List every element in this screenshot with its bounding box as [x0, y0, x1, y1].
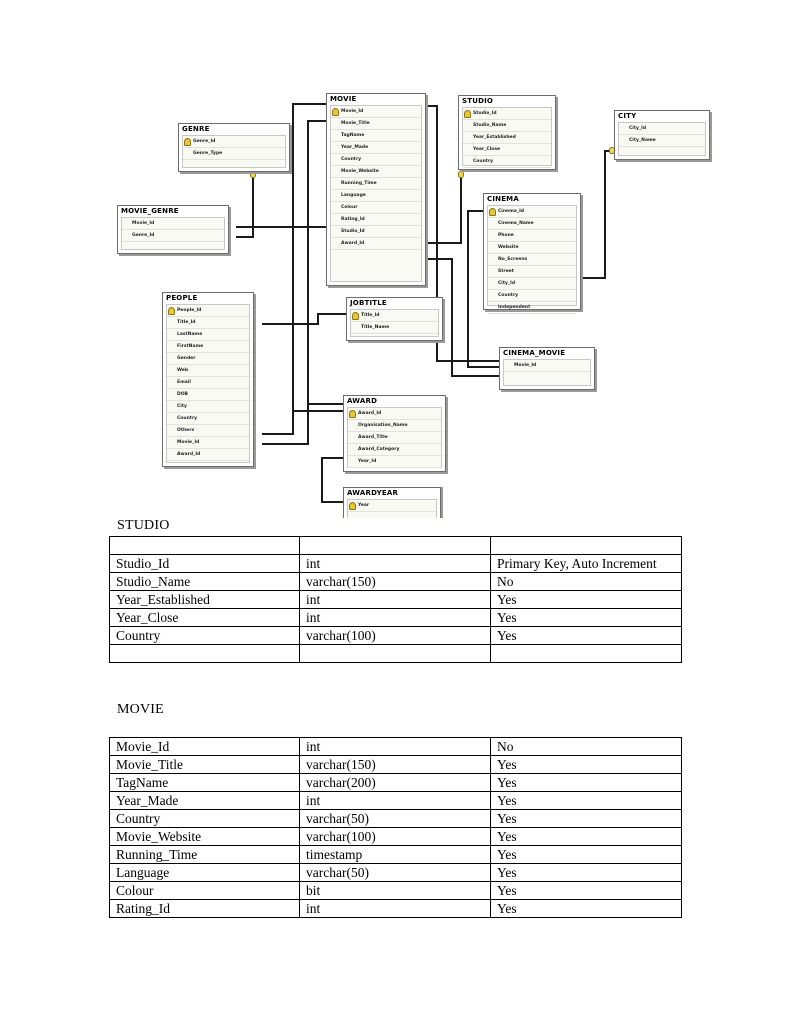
entity-movie: [326, 93, 426, 286]
connector: [292, 103, 328, 105]
table-cell: Studio_Id: [110, 555, 300, 573]
entity-field: City_Id: [498, 281, 516, 286]
primary-key-icon: [332, 108, 339, 116]
connector: [292, 103, 294, 433]
connector: [321, 501, 344, 503]
entity-field: Web: [177, 368, 189, 373]
connector: [236, 236, 254, 238]
entity-field: Colour: [341, 205, 358, 210]
entity-field: Email: [177, 380, 191, 385]
entity-movie-genre: [117, 205, 229, 254]
entity-rows: [350, 309, 439, 337]
entity-row: [331, 154, 421, 166]
connector: [321, 457, 344, 459]
table-cell: Movie_Website: [110, 828, 300, 846]
section-title-movie: MOVIE: [117, 702, 164, 717]
entity-field: Country: [177, 416, 198, 421]
connector: [307, 403, 344, 405]
connector: [236, 226, 328, 228]
entity-row: [488, 278, 576, 290]
entity-field: Street: [498, 269, 514, 274]
entity-field: Year_Made: [341, 145, 369, 150]
table-cell: Yes: [491, 846, 682, 864]
entity-studio: [458, 95, 556, 170]
entity-row: [331, 118, 421, 130]
entity-row: [488, 218, 576, 230]
table-cell: Yes: [491, 774, 682, 792]
entity-field: Year_Close: [473, 147, 501, 152]
entity-field: Title_Id: [361, 313, 380, 318]
entity-field: LastName: [177, 332, 203, 337]
table-cell: Yes: [491, 810, 682, 828]
connector: [292, 410, 344, 412]
table-row: [110, 537, 682, 555]
entity-row: [351, 310, 438, 322]
entity-field: Country: [473, 159, 494, 164]
entity-row: [348, 500, 436, 512]
table-cell: varchar(100): [300, 828, 491, 846]
entity-row: [167, 425, 249, 437]
entity-row: [488, 290, 576, 302]
entity-field: Award_Id: [358, 411, 382, 416]
entity-field: Award_Id: [341, 241, 365, 246]
entity-title: CINEMA_MOVIE: [503, 349, 566, 357]
table-row: [110, 882, 682, 900]
entity-field: Genre_Type: [193, 151, 223, 156]
table-cell: Yes: [491, 627, 682, 645]
entity-field: Movie_Id: [177, 440, 200, 445]
entity-cinema-movie: [499, 347, 595, 390]
table-cell: Yes: [491, 609, 682, 627]
table-cell: Yes: [491, 864, 682, 882]
entity-field: Cinema_Id: [498, 209, 524, 214]
entity-row: [488, 254, 576, 266]
entity-field: Gender: [177, 356, 196, 361]
table-row: [110, 846, 682, 864]
entity-rows: [503, 359, 591, 386]
entity-row: [167, 305, 249, 317]
table-cell: timestamp: [300, 846, 491, 864]
entity-row: [331, 130, 421, 142]
table-cell: Year_Close: [110, 609, 300, 627]
entity-rows: [618, 122, 706, 156]
table-cell: Running_Time: [110, 846, 300, 864]
primary-key-icon: [464, 110, 471, 118]
table-cell: int: [300, 555, 491, 573]
entity-row: [331, 226, 421, 238]
entity-title: AWARDYEAR: [347, 489, 399, 497]
connector: [451, 375, 501, 377]
connector: [467, 366, 501, 368]
connector: [426, 242, 462, 244]
table-cell: varchar(150): [300, 573, 491, 591]
connector: [581, 277, 606, 279]
table-row: [110, 792, 682, 810]
table-row: [110, 828, 682, 846]
primary-key-icon: [489, 208, 496, 216]
table-cell: Studio_Name: [110, 573, 300, 591]
table-row: [110, 573, 682, 591]
entity-row: [488, 266, 576, 278]
entity-field: Studio_Name: [473, 123, 507, 128]
entity-field: Country: [498, 293, 519, 298]
table-cell: Year_Established: [110, 591, 300, 609]
entity-row: [348, 408, 441, 420]
entity-field: Genre_Id: [193, 139, 216, 144]
entity-field: Year_Id: [358, 459, 377, 464]
connector: [451, 258, 453, 376]
entity-title: GENRE: [182, 125, 210, 133]
entity-rows: [462, 107, 552, 166]
movie-table: [109, 737, 682, 918]
entity-field: Award_Title: [358, 435, 388, 440]
connector: [426, 105, 438, 107]
entity-row: [504, 360, 590, 372]
entity-jobtitle: [346, 297, 443, 341]
entity-row: [167, 413, 249, 425]
entity-row: [167, 389, 249, 401]
entity-field: City_Name: [629, 138, 656, 143]
entity-row: [183, 136, 285, 148]
entity-row: [167, 329, 249, 341]
entity-row: [122, 230, 224, 242]
entity-title: AWARD: [347, 397, 378, 405]
entity-field: Movie_Id: [132, 221, 155, 226]
primary-key-icon: [184, 138, 191, 146]
entity-title: JOBTITLE: [350, 299, 387, 307]
entity-field: Organisation_Name: [358, 423, 408, 428]
table-cell: TagName: [110, 774, 300, 792]
entity-title: STUDIO: [462, 97, 494, 105]
table-cell: No: [491, 573, 682, 591]
entity-rows: [182, 135, 286, 168]
entity-row: [331, 106, 421, 118]
entity-field: Website: [498, 245, 519, 250]
table-cell: [300, 537, 491, 555]
table-cell: Country: [110, 627, 300, 645]
table-cell: Language: [110, 864, 300, 882]
entity-rows: [347, 499, 437, 518]
table-cell: Yes: [491, 828, 682, 846]
table-cell: Country: [110, 810, 300, 828]
entity-rows: [347, 407, 442, 468]
table-cell: Colour: [110, 882, 300, 900]
table-cell: Rating_Id: [110, 900, 300, 918]
table-cell: varchar(50): [300, 864, 491, 882]
entity-field: Studio_Id: [473, 111, 497, 116]
table-cell: Movie_Id: [110, 738, 300, 756]
entity-field: Studio_Id: [341, 229, 365, 234]
entity-field: Language: [341, 193, 366, 198]
table-row: [110, 864, 682, 882]
table-cell: varchar(150): [300, 756, 491, 774]
entity-row: [463, 132, 551, 144]
entity-field: Rating_Id: [341, 217, 365, 222]
table-cell: bit: [300, 882, 491, 900]
key-marker-icon: [458, 171, 464, 178]
table-cell: Year_Made: [110, 792, 300, 810]
entity-rows: [487, 205, 577, 310]
entity-row: [488, 242, 576, 254]
entity-row: [331, 190, 421, 202]
entity-field: TagName: [341, 133, 365, 138]
entity-title: MOVIE: [330, 95, 357, 103]
entity-row: [488, 206, 576, 218]
table-row: [110, 555, 682, 573]
entity-rows: [121, 217, 225, 250]
connector: [262, 433, 294, 435]
table-cell: int: [300, 609, 491, 627]
entity-title: CINEMA: [487, 195, 519, 203]
entity-row: [331, 202, 421, 214]
primary-key-icon: [349, 502, 356, 510]
entity-row: [167, 353, 249, 365]
entity-city: [614, 110, 710, 160]
entity-row: [122, 218, 224, 230]
entity-field: Movie_Title: [341, 121, 370, 126]
entity-field: Title_Id: [177, 320, 196, 325]
entity-row: [331, 178, 421, 190]
entity-field: No_Screens: [498, 257, 528, 262]
entity-field: Award_Id: [177, 452, 201, 457]
entity-row: [331, 166, 421, 178]
table-row: [110, 609, 682, 627]
table-cell: int: [300, 900, 491, 918]
connector: [262, 323, 318, 325]
table-row: [110, 810, 682, 828]
entity-field: Running_Time: [341, 181, 377, 186]
table-cell: Yes: [491, 900, 682, 918]
entity-field: Movie_Id: [341, 109, 364, 114]
table-row: [110, 774, 682, 792]
table-cell: Primary Key, Auto Increment: [491, 555, 682, 573]
entity-row: [167, 377, 249, 389]
section-title-studio: STUDIO: [117, 518, 170, 533]
entity-title: MOVIE_GENRE: [121, 207, 179, 215]
table-cell: Yes: [491, 591, 682, 609]
entity-field: Others: [177, 428, 195, 433]
entity-row: [331, 238, 421, 250]
entity-award: [343, 395, 446, 472]
table-cell: No: [491, 738, 682, 756]
entity-field: City: [177, 404, 187, 409]
entity-row: [167, 449, 249, 461]
connector: [467, 210, 469, 368]
entity-field: Cinema_Name: [498, 221, 534, 226]
table-row: [110, 627, 682, 645]
table-row: [110, 900, 682, 918]
table-row: [110, 738, 682, 756]
entity-row: [167, 317, 249, 329]
table-row: [110, 756, 682, 774]
entity-row: [348, 456, 441, 468]
primary-key-icon: [168, 307, 175, 315]
entity-awardyear: [343, 487, 441, 518]
entity-field: Country: [341, 157, 362, 162]
entity-field: FirstName: [177, 344, 204, 349]
table-cell: Yes: [491, 756, 682, 774]
entity-field: Phone: [498, 233, 514, 238]
entity-field: Award_Category: [358, 447, 400, 452]
entity-field: Movie_Website: [341, 169, 379, 174]
entity-field: Title_Name: [361, 325, 390, 330]
table-row: [110, 645, 682, 663]
entity-title: PEOPLE: [166, 294, 198, 302]
table-row: [110, 591, 682, 609]
entity-field: Year: [358, 503, 370, 508]
table-cell: [110, 537, 300, 555]
entity-rows: [166, 304, 250, 463]
entity-row: [167, 437, 249, 449]
table-cell: [300, 645, 491, 663]
table-cell: varchar(50): [300, 810, 491, 828]
primary-key-icon: [352, 312, 359, 320]
entity-people: [162, 292, 254, 467]
table-cell: [491, 645, 682, 663]
entity-row: [348, 444, 441, 456]
entity-genre: [178, 123, 290, 172]
entity-row: [331, 214, 421, 226]
entity-row: [463, 156, 551, 168]
entity-row: [351, 322, 438, 334]
table-cell: [491, 537, 682, 555]
key-marker-icon: [250, 171, 256, 178]
connector: [460, 172, 462, 244]
entity-field: People_Id: [177, 308, 202, 313]
entity-cinema: [483, 193, 581, 310]
entity-row: [488, 302, 576, 314]
studio-table: [109, 536, 682, 663]
table-cell: int: [300, 738, 491, 756]
connector: [604, 150, 606, 277]
entity-row: [348, 432, 441, 444]
entity-field: DOB: [177, 392, 188, 397]
entity-title: CITY: [618, 112, 637, 120]
entity-rows: [330, 105, 422, 282]
entity-row: [463, 108, 551, 120]
entity-field: City_Id: [629, 126, 647, 131]
connector: [262, 443, 309, 445]
entity-row: [488, 230, 576, 242]
connector: [307, 120, 328, 122]
primary-key-icon: [349, 410, 356, 418]
entity-row: [167, 401, 249, 413]
entity-row: [348, 420, 441, 432]
connector: [321, 457, 323, 502]
connector: [307, 120, 309, 445]
entity-row: [167, 341, 249, 353]
entity-row: [331, 142, 421, 154]
table-cell: Yes: [491, 882, 682, 900]
table-cell: int: [300, 792, 491, 810]
entity-row: [463, 144, 551, 156]
table-cell: Yes: [491, 792, 682, 810]
table-cell: varchar(200): [300, 774, 491, 792]
entity-field: Genre_Id: [132, 233, 155, 238]
entity-row: [619, 135, 705, 147]
table-cell: varchar(100): [300, 627, 491, 645]
entity-field: Year_Established: [473, 135, 516, 140]
entity-row: [619, 123, 705, 135]
entity-row: [167, 365, 249, 377]
entity-row: [183, 148, 285, 160]
entity-row: [463, 120, 551, 132]
table-cell: [110, 645, 300, 663]
entity-field: Movie_Id: [514, 363, 537, 368]
connector: [426, 258, 453, 260]
table-cell: int: [300, 591, 491, 609]
connector: [317, 313, 348, 315]
entity-field: Independent: [498, 305, 531, 310]
table-cell: Movie_Title: [110, 756, 300, 774]
